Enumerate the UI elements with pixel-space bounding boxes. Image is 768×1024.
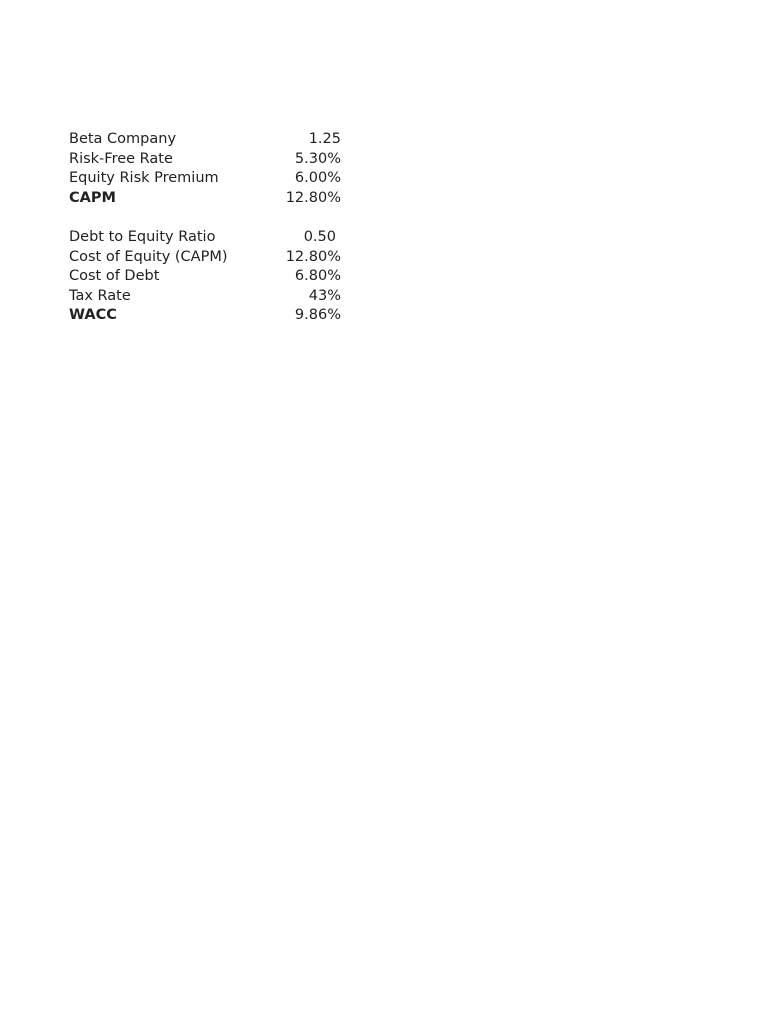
wacc-section	[69, 228, 341, 326]
row-label: Cost of Debt	[69, 268, 160, 284]
row-value: 0.50	[303, 229, 336, 245]
row-label: Beta Company	[69, 131, 177, 147]
row-value: 6.00%	[294, 170, 341, 186]
capm-section	[69, 130, 341, 208]
table-row	[69, 150, 341, 170]
wacc-value: 9.86%	[294, 307, 341, 323]
row-label: Equity Risk Premium	[69, 170, 219, 186]
table-row	[69, 169, 341, 189]
capm-label: CAPM	[69, 189, 116, 206]
table-row	[69, 267, 341, 287]
capm-value: 12.80%	[285, 189, 341, 206]
wacc-label: WACC	[69, 307, 117, 323]
wacc-total-row	[69, 306, 341, 326]
calculation-sheet	[69, 130, 341, 326]
capm-total-row	[69, 189, 341, 209]
row-label: Debt to Equity Ratio	[69, 229, 216, 245]
table-row	[69, 248, 341, 268]
row-label: Cost of Equity (CAPM)	[69, 248, 228, 265]
row-value: 5.30%	[294, 150, 341, 167]
section-spacer	[69, 208, 341, 228]
row-label: Risk-Free Rate	[69, 150, 173, 167]
row-label: Tax Rate	[69, 287, 131, 304]
table-row	[69, 130, 341, 150]
row-value: 1.25	[308, 131, 341, 147]
table-row	[69, 228, 341, 248]
row-value: 12.80%	[285, 248, 341, 265]
table-row	[69, 287, 341, 307]
row-value: 43%	[308, 287, 341, 304]
row-value: 6.80%	[294, 268, 341, 284]
